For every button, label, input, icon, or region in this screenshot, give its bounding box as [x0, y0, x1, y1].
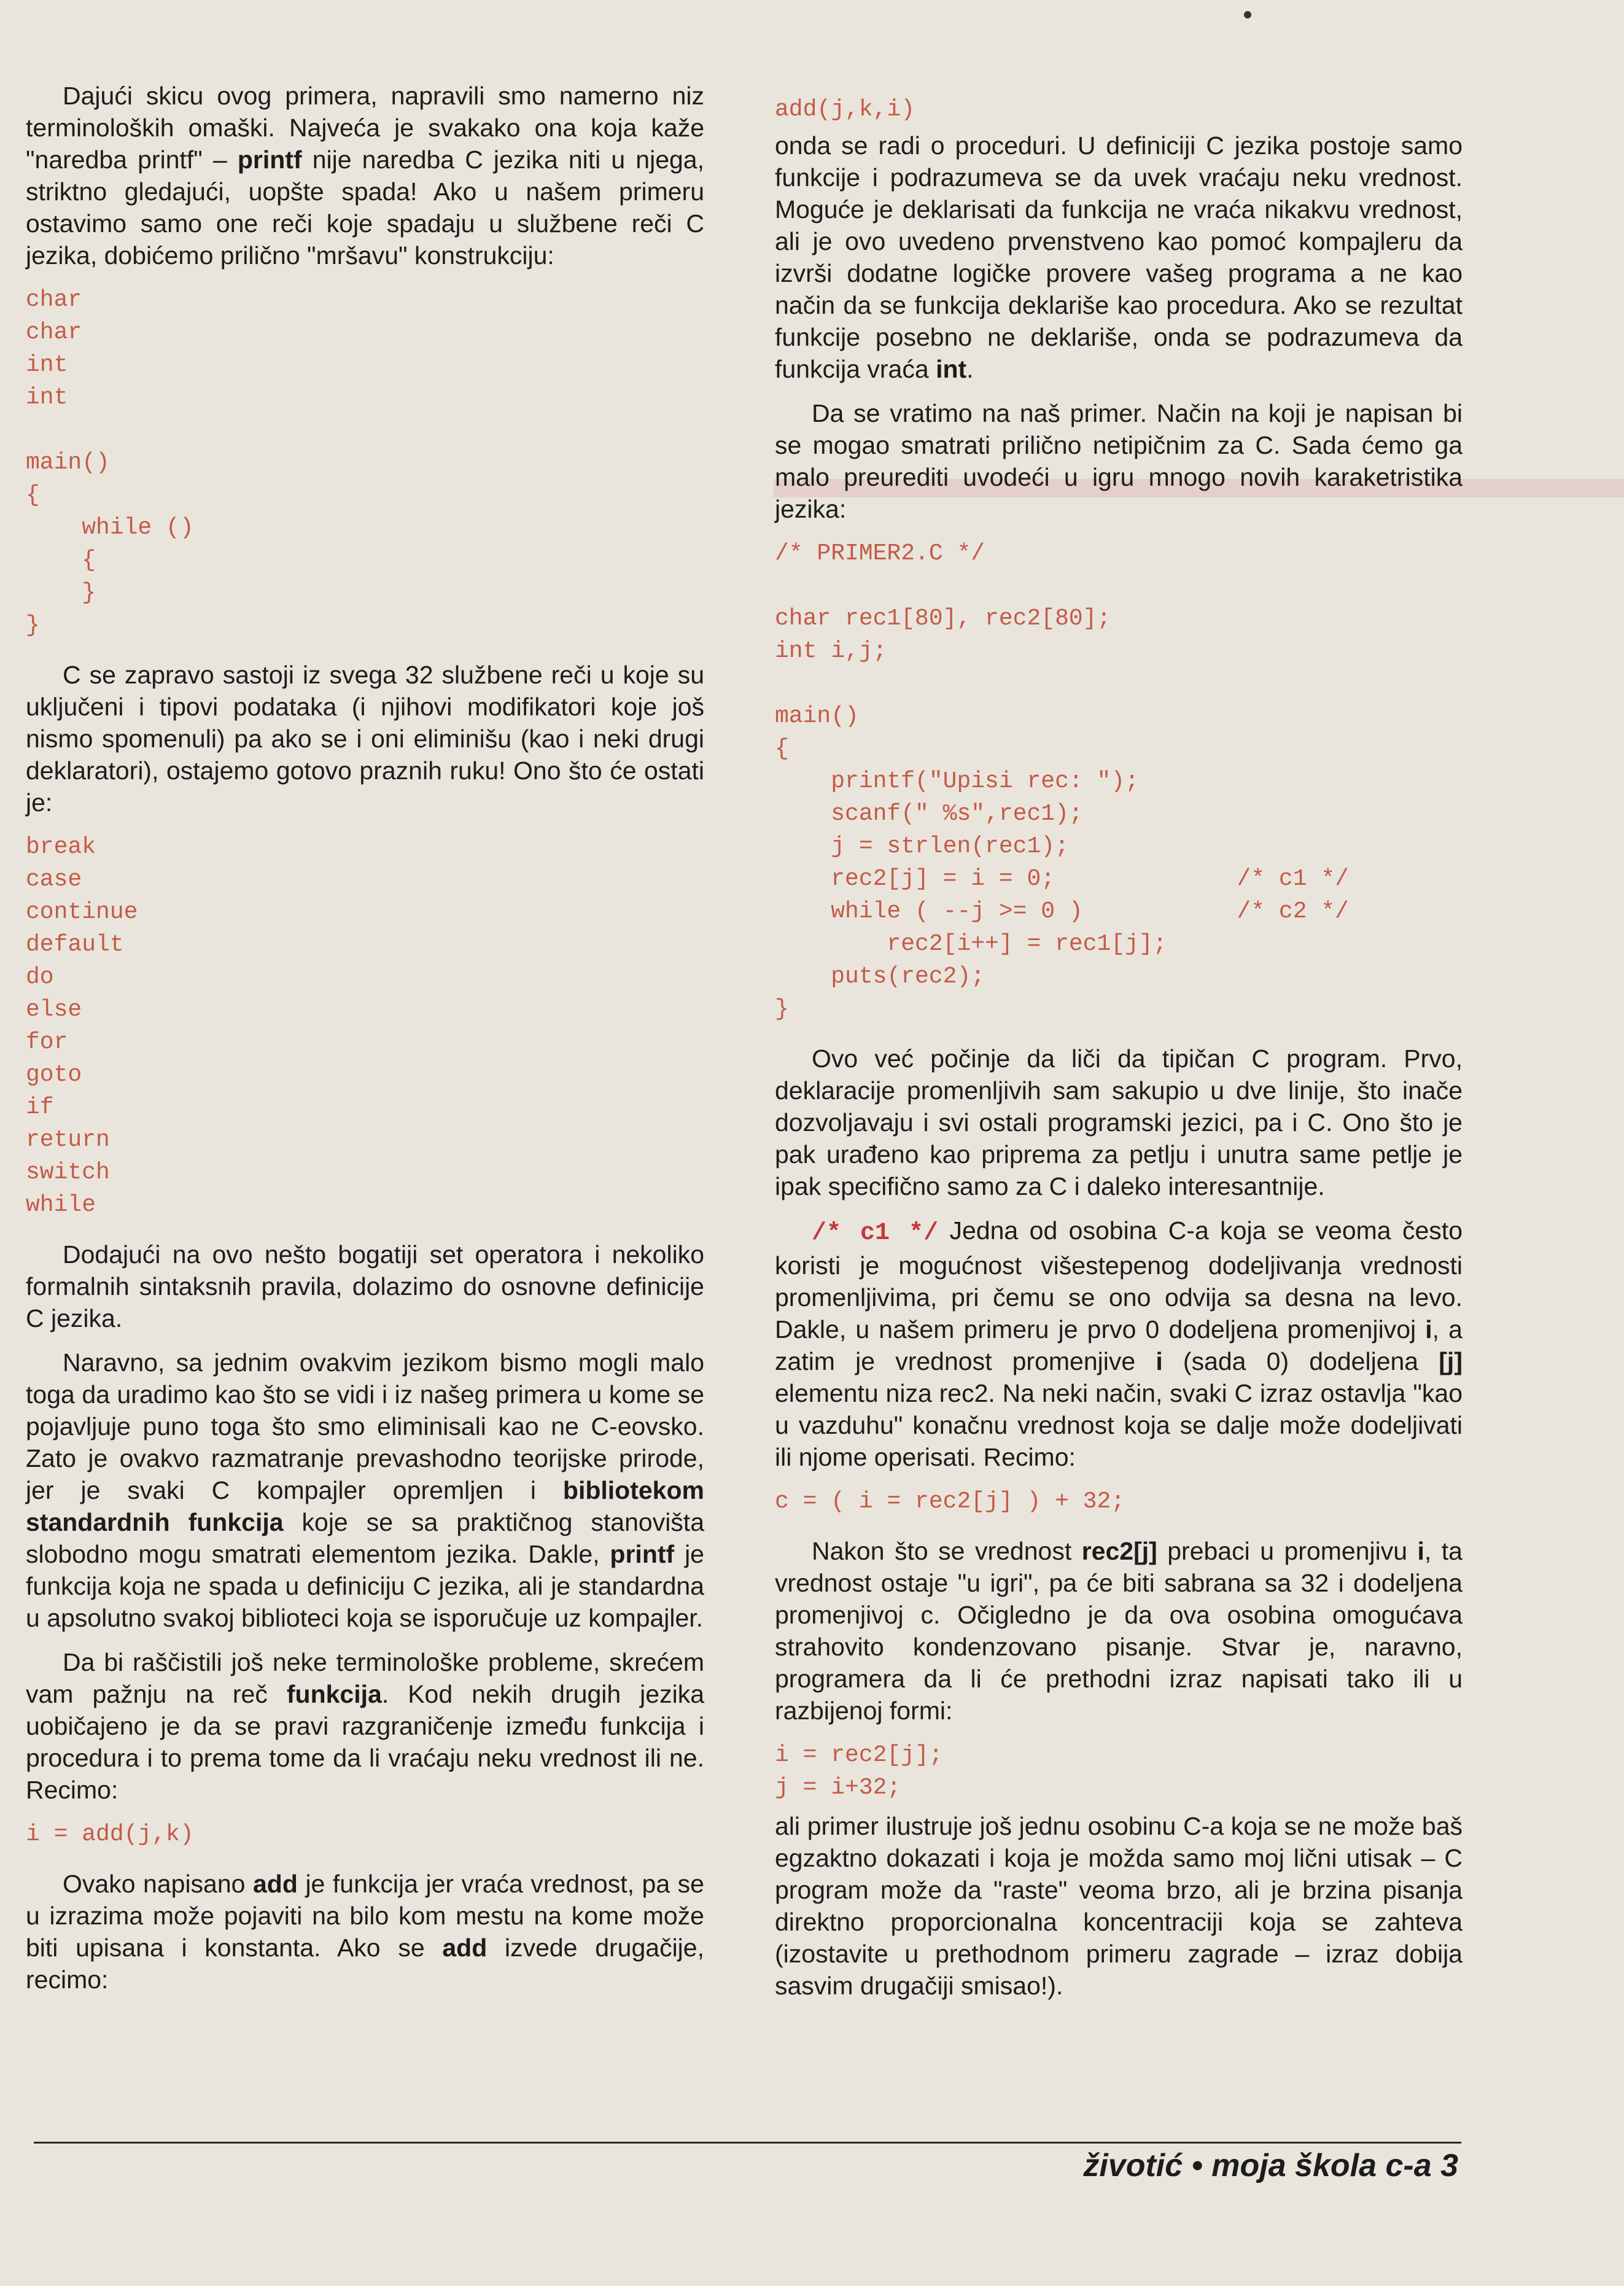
- paragraph-3: Dodajući na ovo nešto bogatiji set operatora i nekoliko formalnih sintaksnih pravila, dolazimo do osnovne definicije C jezika.: [26, 1240, 704, 1332]
- paragraph-1-text-b: nije naredba C jezika niti u njega, striktno gledajući, uopšte spada! Ako u našem primeru ostavimo samo one reči koje spadaju u službene reči C jezika, dobićemo prilično "mršavu" konstrukciju:: [26, 146, 704, 270]
- code-line: printf("Upisi rec: ");: [775, 768, 1139, 795]
- paragraph-10-bold-1: i: [1425, 1315, 1432, 1343]
- paragraph-10-bold-3: [j]: [1439, 1347, 1463, 1375]
- code-line: int: [26, 352, 68, 378]
- code-line: main(): [775, 703, 859, 729]
- paragraph-1-bold: printf: [237, 146, 302, 174]
- paragraph-9: Ovo već počinje da liči da tipičan C program. Prvo, deklaracije promenljivih sam sakupio u dve linije, što inače dozvoljavaju i svi ostali programski jezici, pa i C. Ono što je pak urađeno kao priprema za petlju i unutra same petlje je ipak specifično samo za C i daleko interesantnije.: [775, 1044, 1463, 1200]
- code-line: scanf(" %s",rec1);: [775, 801, 1083, 827]
- paragraph-11: [775, 1535, 1463, 1727]
- paragraph-10-text-d: elementu niza rec2. Na neki način, svaki C izraz ostavlja "kao u vazduhu" konačnu vrednost koja se dalje može dodeljivati ili njome operisati. Recimo:: [775, 1379, 1463, 1471]
- paragraph-11-text-a: Nakon što se vrednost: [812, 1537, 1082, 1565]
- paragraph-6-text-a: Ovako napisano: [63, 1870, 253, 1898]
- code-block-keywords-skeleton: [26, 284, 704, 642]
- code-line: {: [26, 482, 40, 508]
- code-line: continue: [26, 899, 138, 925]
- code-block-add-procedure: [775, 93, 1463, 126]
- code-line: do: [26, 964, 54, 990]
- code-line: char rec1[80], rec2[80];: [775, 605, 1111, 632]
- paragraph-4-text-a: Naravno, sa jednim ovakvim jezikom bismo mogli malo toga da uradimo kao što se vidi i iz našeg primera u kome se pojavljuje puno toga što smo eliminisali kao ne C-eovsko. Zato je ovakvo razmatranje prevashodno teorijske prirode, jer je svaki C kompajler opremljen i: [26, 1348, 704, 1504]
- paragraph-7-text-a: onda se radi o proceduri. U definiciji C jezika postoje samo funkcije i podrazumeva se da uvek vraćaju neku vrednost. Moguće je deklarisati da funkcija ne vraća nikakvu vrednost, ali je ovo uvedeno prvenstveno kao pomoć kompajleru da izvrši dodatne logičke provere vašeg programa a ne kao način da se funkcija deklariše kao procedura. Ako se rezultat funkcije posebno ne deklariše, onda se podrazumeva da funkcija vraća: [775, 131, 1463, 383]
- code-line: j = strlen(rec1);: [775, 833, 1069, 860]
- paragraph-2: C se zapravo sastoji iz svega 32 službene reči u koje su uključeni i tipovi podataka (i njihovi modifikatori koje još nismo spomenuli) pa ako se i oni eliminišu (kao i neki drugi deklaratori), ostajemo gotovo praznih ruku! Ono što će ostati je:: [26, 661, 704, 817]
- paragraph-11-text-c: , ta vrednost ostaje "u igri", pa će biti sabrana sa 32 i dodeljena promenjivoj c. Očigledno je da ova osobina omogućava strahovito kondenzovano pisanje. Stvar je, naravno, programera da li će prethodni izraz napisati tako ili u razbijenoj formi:: [775, 1537, 1463, 1725]
- code-line: [775, 570, 1463, 602]
- paragraph-8: Da se vratimo na naš primer. Način na koji je napisan bi se mogao smatrati prilično netipičnim za C. Sada ćemo ga malo preurediti uvodeći u igru mnogo novih karaketristika jezika:: [775, 399, 1463, 523]
- right-column: [775, 69, 1463, 2014]
- code-block-assignment-expression: [775, 1485, 1463, 1518]
- paragraph-5-text-a: Da bi raščistili još neke terminološke probleme, skrećem vam pažnju na reč: [26, 1648, 704, 1708]
- code-line: }: [26, 612, 40, 639]
- code-line: c = ( i = rec2[j] ) + 32;: [775, 1488, 1125, 1515]
- paragraph-1: [26, 80, 704, 271]
- code-line: i = add(j,k): [26, 1821, 194, 1848]
- paragraph-11-text-b: prebaci u promenjivu: [1157, 1537, 1418, 1565]
- code-block-keywords-list: [26, 831, 704, 1221]
- page-footer: životić • moja škola c-a 3: [1083, 2148, 1458, 2183]
- code-line: [775, 667, 1463, 700]
- code-line: {: [775, 736, 789, 762]
- paragraph-6-text-b: je funkcija jer vraća vrednost, pa se u izrazima može pojaviti na bilo kom mestu na kome može biti upisana i konstanta. Ako se: [26, 1870, 704, 1962]
- paragraph-10: [775, 1215, 1463, 1473]
- code-line: i = rec2[j];: [775, 1742, 943, 1768]
- code-line: char: [26, 287, 82, 313]
- code-line: rec2[i++] = rec1[j];: [775, 931, 1167, 957]
- paragraph-4-text-b: koje se sa praktičnog stanovišta slobodno mogu smatrati elementom jezika. Dakle,: [26, 1508, 705, 1568]
- paragraph-4: [26, 1347, 704, 1634]
- code-line: case: [26, 866, 82, 893]
- code-line: default: [26, 931, 124, 958]
- code-line: switch: [26, 1159, 110, 1186]
- code-line: }: [26, 580, 96, 606]
- code-line: rec2[j] = i = 0; /* c1 */: [775, 866, 1349, 892]
- code-line: else: [26, 997, 82, 1023]
- paragraph-7-text-b: .: [966, 355, 974, 383]
- paragraph-6-bold-1: add: [253, 1870, 298, 1898]
- code-line: if: [26, 1094, 54, 1121]
- code-line: add(j,k,i): [775, 96, 915, 123]
- code-line: puts(rec2);: [775, 963, 985, 990]
- paragraph-6-bold-2: add: [442, 1934, 488, 1962]
- paragraph-10-text-a: Jedna od osobina C-a koja se veoma često koristi je mogućnost višestepenog dodeljivanja vrednosti promenljivima, pri čemu se ono odvija sa desna na levo. Dakle, u našem primeru je prvo 0 dodeljena promenjivoj: [775, 1216, 1463, 1343]
- paragraph-4-text-c: je funkcija koja ne spada u definiciju C jezika, ali je standardna u apsolutno svakoj biblioteci koja se isporučuje uz kompajler.: [26, 1540, 704, 1632]
- footer-rule: [34, 2142, 1461, 2144]
- paragraph-11-bold-1: rec2[j]: [1081, 1537, 1157, 1565]
- code-line: j = i+32;: [775, 1775, 901, 1801]
- paragraph-7: [775, 130, 1463, 385]
- code-line: char: [26, 319, 82, 346]
- paragraph-4-bold-2: printf: [610, 1540, 675, 1568]
- code-line: }: [775, 996, 789, 1022]
- code-line: break: [26, 834, 96, 860]
- code-line: /* PRIMER2.C */: [775, 540, 985, 567]
- paragraph-10-text-b: , a zatim je vrednost promenjive: [775, 1315, 1463, 1375]
- paragraph-5-bold: funkcija: [286, 1680, 382, 1708]
- code-line: goto: [26, 1062, 82, 1088]
- paragraph-6: [26, 1868, 704, 1996]
- paragraph-7-bold: int: [936, 355, 967, 383]
- paragraph-5-text-b: . Kod nekih drugih jezika uobičajeno je da se pravi razgraničenje između funkcija i procedura i to prema tome da li vraćaju neku vrednost ili ne. Recimo:: [26, 1680, 704, 1804]
- code-line: int i,j;: [775, 638, 887, 664]
- paragraph-1-text-a: Dajući skicu ovog primera, napravili smo namerno niz terminoloških omaški. Najveća je svakako ona koja kaže "naredba printf" –: [26, 82, 704, 174]
- code-line: while ( --j >= 0 ) /* c2 */: [775, 898, 1349, 925]
- paragraph-10-text-c: (sada 0) dodeljena: [1162, 1347, 1439, 1375]
- code-line: return: [26, 1127, 110, 1153]
- code-line: [26, 414, 704, 446]
- left-column: [26, 80, 704, 2008]
- print-dot: [1244, 11, 1251, 18]
- code-block-primer2: [775, 537, 1463, 1025]
- code-line: while (): [26, 515, 194, 541]
- paragraph-6-text-c: izvede drugačije, recimo:: [26, 1934, 704, 1994]
- paragraph-10-bold-2: i: [1156, 1347, 1163, 1375]
- paragraph-12: ali primer ilustruje još jednu osobinu C-a koja se ne može baš egzaktno dokazati i koja je možda samo moj lični utisak – C program može da "raste" veoma brzo, ali je brzina pisanja direktno proporcionalna koncentraciji koja se zahteva (izostavite u prethodnom primeru zagrade – izraz dobija sasvim drugačiji smisao!).: [775, 1812, 1463, 2000]
- code-line: for: [26, 1029, 68, 1056]
- code-line: while: [26, 1192, 96, 1218]
- code-line: int: [26, 384, 68, 411]
- paragraph-4-bold-1: bibliotekom standardnih funkcija: [26, 1476, 704, 1536]
- c1-marker: /* c1 */: [812, 1219, 939, 1247]
- code-block-add-function: [26, 1818, 704, 1851]
- paragraph-5: [26, 1646, 704, 1806]
- paragraph-11-bold-2: i: [1417, 1537, 1424, 1565]
- code-block-split-assignment: [775, 1739, 1463, 1804]
- code-line: main(): [26, 449, 110, 476]
- code-line: {: [26, 547, 96, 573]
